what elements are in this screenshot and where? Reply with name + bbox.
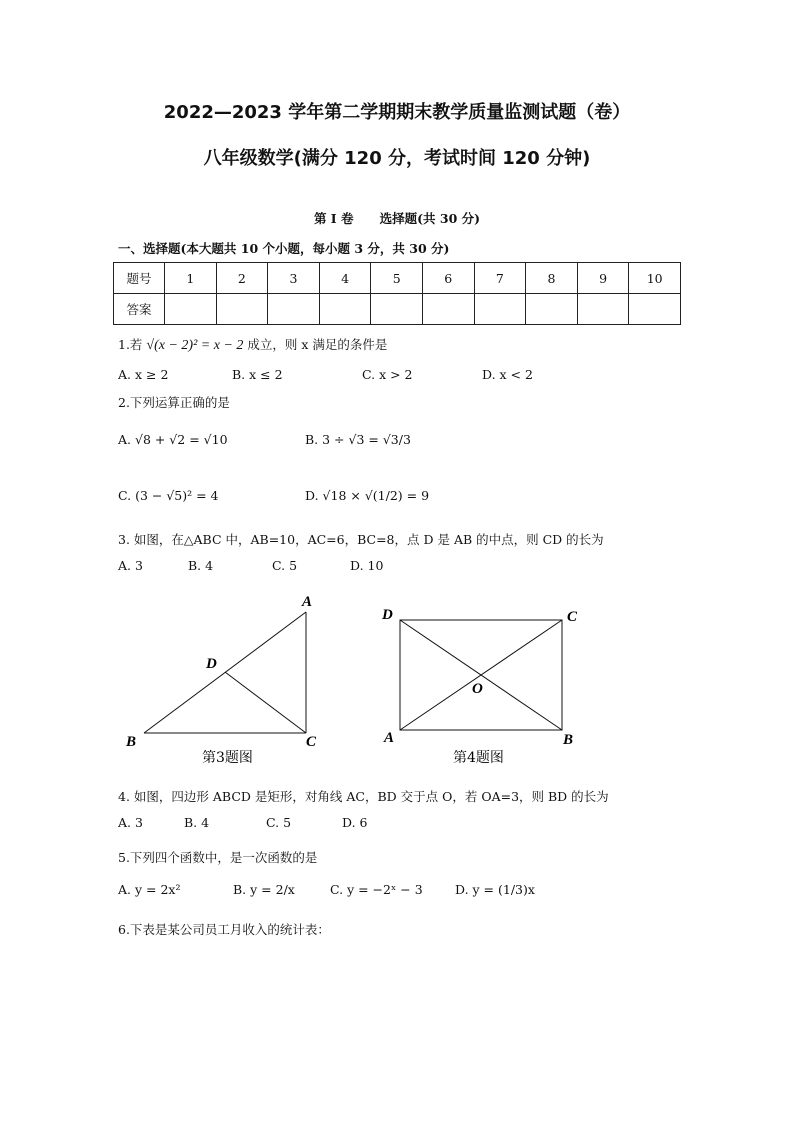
question-number-cell: 5 [371, 263, 423, 294]
table-row [114, 294, 681, 325]
q3-option-b[interactable]: B. 4 [188, 558, 214, 573]
answer-cell[interactable] [165, 294, 217, 325]
q5-option-c[interactable]: C. y = −2ˣ − 3 [330, 882, 423, 897]
question-number-cell: 6 [422, 263, 474, 294]
point-label-o: O [472, 681, 483, 697]
table-row [114, 263, 681, 294]
exam-subtitle: 八年级数学(满分 120 分，考试时间 120 分钟) [203, 148, 591, 169]
figure-3-caption: 第3题图 [202, 750, 253, 766]
q1-expression: √(x − 2)² = x − 2 [146, 338, 244, 353]
answer-cell[interactable] [268, 294, 320, 325]
q5-option-a[interactable]: A. y = 2x² [118, 882, 181, 897]
q2-option-d[interactable]: D. √18 × √(1/2) = 9 [305, 488, 430, 503]
q4-option-a[interactable]: A. 3 [118, 815, 143, 830]
q1-suffix: 成立，则 x 满足的条件是 [247, 337, 388, 352]
question-3: 3. 如图，在△ABC 中，AB=10，AC=6，BC=8，点 D 是 AB 的中点，则 CD 的长为 [118, 532, 604, 547]
question-number-cell: 7 [474, 263, 526, 294]
question-2: 2.下列运算正确的是 [118, 395, 230, 410]
question-number-cell: 8 [526, 263, 578, 294]
question-number-cell: 10 [629, 263, 681, 294]
point-label-c: C [567, 609, 578, 625]
point-label-a: A [302, 594, 313, 610]
figure-4-caption: 第4题图 [453, 750, 504, 766]
median-cd [225, 672, 306, 733]
figure-3-triangle [120, 588, 330, 773]
q4-option-c[interactable]: C. 5 [266, 815, 292, 830]
q3-option-d[interactable]: D. 10 [350, 558, 384, 573]
q2-option-a[interactable]: A. √8 + √2 = √10 [118, 432, 228, 447]
question-number-cell: 3 [268, 263, 320, 294]
q5-option-d[interactable]: D. y = (1/3)x [455, 882, 535, 897]
question-4: 4. 如图，四边形 ABCD 是矩形，对角线 AC，BD 交于点 O，若 OA=3，则 BD 的长为 [118, 789, 609, 804]
question-5: 5.下列四个函数中，是一次函数的是 [118, 850, 318, 865]
q1-option-c[interactable]: C. x > 2 [362, 367, 413, 382]
q5-option-b[interactable]: B. y = 2/x [233, 882, 295, 897]
point-label-c: C [306, 734, 317, 750]
question-1 [118, 335, 387, 354]
q1-option-b[interactable]: B. x ≤ 2 [232, 367, 283, 382]
q3-option-c[interactable]: C. 5 [272, 558, 298, 573]
point-label-d: D [206, 656, 217, 672]
exam-title: 2022—2023 学年第二学期期末教学质量监测试题（卷） [163, 102, 631, 123]
q1-prefix: 1.若 [118, 337, 143, 352]
q1-option-a[interactable]: A. x ≥ 2 [118, 367, 169, 382]
q3-option-a[interactable]: A. 3 [118, 558, 143, 573]
question-number-cell: 4 [319, 263, 371, 294]
q2-option-b[interactable]: B. 3 ÷ √3 = √3/3 [305, 432, 411, 447]
q2-option-c[interactable]: C. (3 − √5)² = 4 [118, 488, 219, 503]
q1-option-d[interactable]: D. x < 2 [482, 367, 533, 382]
part1-heading: 一、选择题(本大题共 10 个小题，每小题 3 分，共 30 分) [118, 241, 450, 256]
point-label-d: D [382, 607, 393, 623]
answer-table [113, 262, 681, 325]
question-number-cell: 2 [216, 263, 268, 294]
table-row-label: 题号 [114, 263, 165, 294]
answer-cell[interactable] [577, 294, 629, 325]
answer-cell[interactable] [371, 294, 423, 325]
question-number-cell: 9 [577, 263, 629, 294]
section-heading: 第 I 卷 选择题(共 30 分) [313, 211, 481, 226]
answer-cell[interactable] [216, 294, 268, 325]
question-number-cell: 1 [165, 263, 217, 294]
question-6: 6.下表是某公司员工月收入的统计表： [118, 922, 330, 937]
point-label-b: B [563, 732, 574, 748]
answer-cell[interactable] [474, 294, 526, 325]
point-label-a: A [384, 730, 395, 746]
point-label-b: B [126, 734, 137, 750]
answer-cell[interactable] [319, 294, 371, 325]
table-row-label: 答案 [114, 294, 165, 325]
figure-4-rectangle [375, 600, 590, 772]
answer-cell[interactable] [629, 294, 681, 325]
q4-option-d[interactable]: D. 6 [342, 815, 368, 830]
q4-option-b[interactable]: B. 4 [184, 815, 210, 830]
answer-cell[interactable] [526, 294, 578, 325]
answer-cell[interactable] [422, 294, 474, 325]
